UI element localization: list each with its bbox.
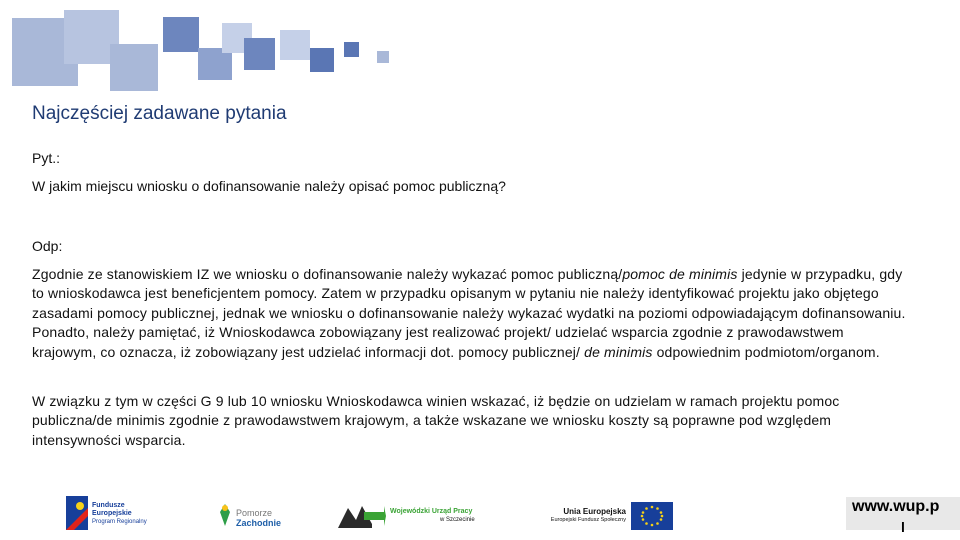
fe-line3: Program Regionalny (92, 519, 147, 525)
deco-square (244, 38, 275, 70)
wup-logo (338, 490, 488, 534)
website-url[interactable]: www.wup.p (852, 498, 940, 515)
eu-flag-icon (631, 502, 673, 530)
unia-europejska-logo (540, 490, 680, 534)
wup-emblem-icon (338, 502, 386, 530)
wup-line2: w Szczecinie (440, 517, 475, 523)
answer-emphasis: pomoc de minimis (622, 266, 738, 282)
wup-line1: Wojewódzki Urząd Pracy (390, 508, 473, 515)
answer-emphasis: de minimis (584, 343, 653, 360)
deco-square (344, 42, 359, 57)
pz-line1: Pomorze (236, 508, 273, 518)
pz-emblem-icon (216, 502, 234, 528)
pomorze-zachodnie-logo (214, 490, 284, 534)
logos-strip (0, 490, 960, 540)
url-cursor: l (901, 519, 905, 535)
fe-emblem-icon (66, 496, 88, 530)
website-url-box[interactable] (846, 497, 960, 535)
deco-square (163, 17, 199, 52)
ue-line1: Unia Europejska (563, 507, 626, 516)
answer-text: Zgodnie ze stanowiskiem IZ we wniosku o dofinansowanie należy wykazać pomoc publiczną/ (32, 266, 623, 282)
answer-text: odpowiednim podmiotom/organom. (652, 343, 880, 360)
answer-label: Odp: (32, 238, 63, 254)
fundusze-europejskie-logo (66, 490, 166, 534)
answer-paragraph-2: W związku z tym w części G 9 lub 10 wniosku Wnioskodawca winien wskazać, iż będzie on udzielam w ramach projektu pomoc publiczna/de minimis zgodnie z prawodawstwem krajowym, a także wskazane we wniosku koszty są poprawne pod względem intensywności wsparcia. (32, 393, 840, 448)
page-title: Najczęściej zadawane pytania (32, 103, 287, 124)
ue-line2: Europejski Fundusz Społeczny (550, 517, 626, 523)
question-label: Pyt.: (32, 150, 61, 166)
pz-line2: Zachodnie (236, 518, 282, 528)
deco-square (377, 51, 389, 63)
answer-text: jedynie w przypadku, gdy to wnioskodawca jest beneficjentem pomocy. Zatem w przypadku opisanym w pytaniu nie należy identyfikować projektu jako objętego zasadami pomocy publicznej, jednak we wniosku o dofinansowanie należy wykazać wydatki na poziomi odpowiadającym dofinansowaniu. Ponadto, należy pamiętać, iż Wnioskodawca zobowiązany jest realizować projekt/ udzielać wsparcia zgodnie z prawodawstwem krajowym, co oznacza, iż zobowiązany jest udzielać informacji dot. pomocy publicznej/ (32, 266, 906, 360)
question-text: W jakim miejscu wniosku o dofinansowanie należy opisać pomoc publiczną? (32, 178, 506, 194)
fe-line2: Europejskie (92, 510, 132, 517)
deco-square (280, 30, 310, 60)
deco-square (110, 44, 158, 91)
answer-paragraph-1 (32, 265, 912, 362)
deco-square (310, 48, 334, 72)
fe-line1: Fundusze (92, 502, 125, 509)
